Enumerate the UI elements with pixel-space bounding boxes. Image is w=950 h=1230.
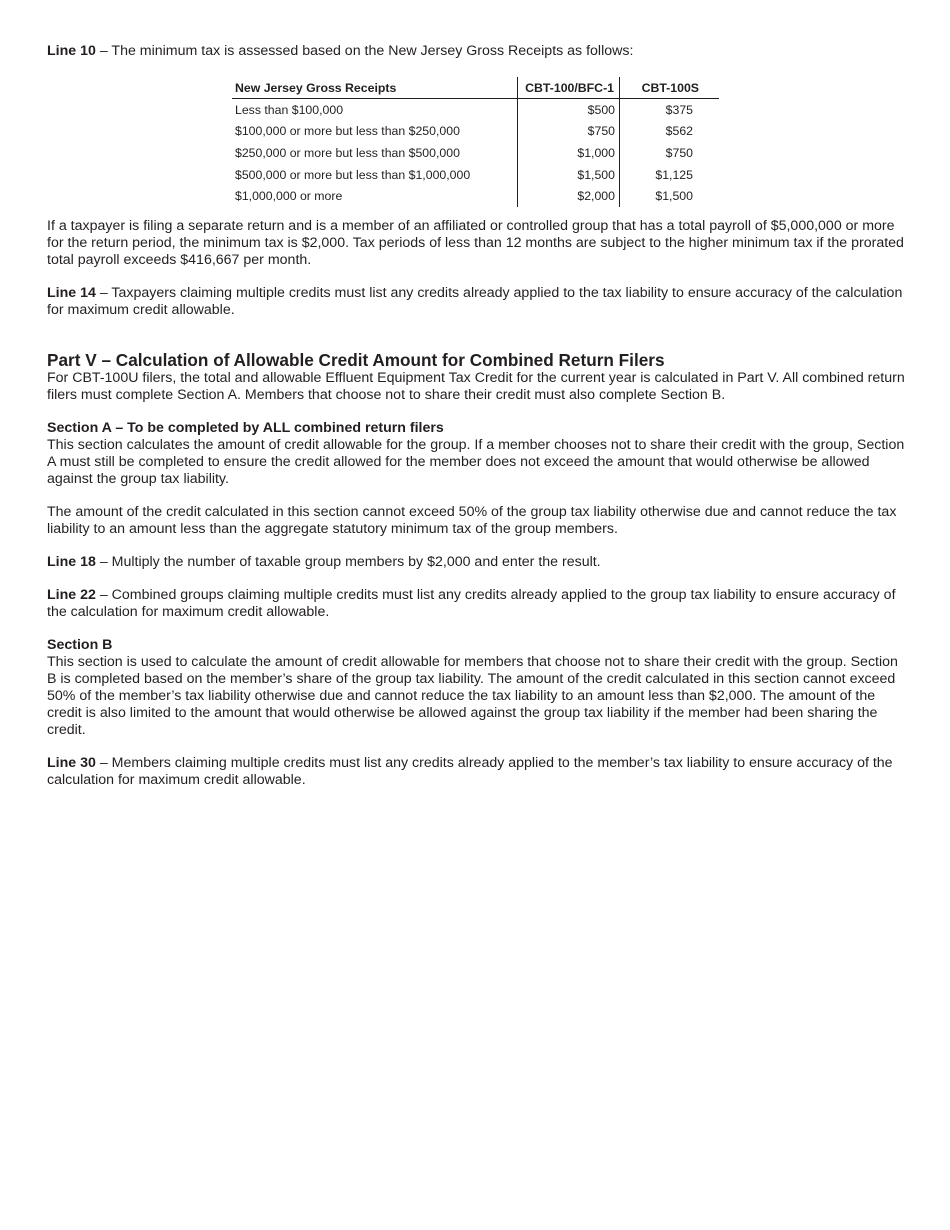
section-b-heading: Section B [47, 636, 113, 653]
part5-heading: Part V – Calculation of Allowable Credit Amount for Combined Return Filers [47, 349, 665, 370]
header-gross-receipts: New Jersey Gross Receipts [232, 77, 518, 99]
gross-receipts-table [232, 77, 719, 207]
table-row [232, 121, 719, 143]
cell-receipts-range: $500,000 or more but less than $1,000,000 [235, 167, 471, 182]
cell-cbt100-tax: $1,000 [518, 142, 620, 164]
cell-cbt100-tax: $2,000 [518, 185, 620, 207]
cell-cbt100-tax: $1,500 [518, 164, 620, 186]
line30-text: – Members claiming multiple credits must list any credits already applied to the member’s tax liability to ensure accuracy of the calculation for maximum credit allowable. [47, 754, 893, 788]
cell-cbt100s-tax: $375 [620, 99, 720, 121]
line22-paragraph [47, 587, 905, 621]
document-page [47, 43, 905, 789]
cell-cbt100-tax: $500 [518, 99, 620, 121]
line30-paragraph [47, 755, 905, 789]
table-row [232, 164, 719, 186]
separate-return-paragraph: If a taxpayer is filing a separate return and is a member of an affiliated or controlled group that has a total payroll of $5,000,000 or more for the return period, the minimum tax is $2,000. Tax periods of less than 12 months are subject to the higher minimum tax if the prorated total payroll exceeds $416,667 per month. [47, 217, 904, 268]
header-cbt100s: CBT-100S [620, 77, 720, 99]
section-a-limit-paragraph: The amount of the credit calculated in this section cannot exceed 50% of the group tax liability otherwise due and cannot reduce the tax liability to an amount less than the aggregate statutory minimum tax of the group members. [47, 503, 897, 537]
line10-label: Line 10 [47, 43, 96, 59]
cell-cbt100s-tax: $1,125 [620, 164, 720, 186]
section-a-paragraph: This section calculates the amount of credit allowable for the group. If a member chooses not to share their credit with the group, Section A must still be completed to ensure the credit allowed for the member does not exceed the amount that would otherwise be allowed against the group tax liability. [47, 436, 905, 487]
cell-receipts-range: Less than $100,000 [235, 102, 344, 117]
cell-cbt100s-tax: $1,500 [620, 185, 720, 207]
section-b-paragraph: This section is used to calculate the amount of credit allowable for members that choose not to share their credit with the group. Section B is completed based on the member’s share of the group tax liability. The amount of the credit calculated in this section cannot exceed 50% of the member’s tax liability otherwise due and cannot reduce the tax liability to an amount less than $2,000. The amount of the credit is also limited to the amount that would otherwise be allowed against the group tax liability if the member had been sharing the credit. [47, 653, 898, 738]
cell-receipts-range: $100,000 or more but less than $250,000 [235, 124, 460, 139]
line30-label: Line 30 [47, 754, 96, 771]
table-row [232, 99, 719, 121]
line14-label: Line 14 [47, 284, 96, 301]
line18-label: Line 18 [47, 553, 96, 570]
line18-paragraph [47, 554, 905, 571]
header-cbt100-bfc1: CBT-100/BFC-1 [518, 77, 620, 99]
cell-cbt100s-tax: $562 [620, 121, 720, 143]
line18-text: – Multiply the number of taxable group members by $2,000 and enter the result. [95, 553, 601, 570]
cell-receipts-range: $1,000,000 or more [235, 189, 343, 204]
table-header-row [232, 77, 719, 99]
line22-label: Line 22 [47, 586, 96, 603]
cell-cbt100-tax: $750 [518, 121, 620, 143]
table-row [232, 185, 719, 207]
line14-paragraph [47, 285, 905, 319]
line10-paragraph [47, 43, 905, 60]
section-a-heading: Section A – To be completed by ALL combined return filers [47, 419, 444, 436]
cell-receipts-range: $250,000 or more but less than $500,000 [235, 145, 460, 160]
line14-text: – Taxpayers claiming multiple credits must list any credits already applied to the tax liability to ensure accuracy of the calculation for maximum credit allowable. [47, 284, 903, 318]
line10-text: – The minimum tax is assessed based on the New Jersey Gross Receipts as follows: [95, 43, 634, 59]
part5-intro-paragraph: For CBT-100U filers, the total and allowable Effluent Equipment Tax Credit for the current year is calculated in Part V. All combined return filers must complete Section A. Members that choose not to share their credit must also complete Section B. [47, 369, 905, 403]
table-row [232, 142, 719, 164]
cell-cbt100s-tax: $750 [620, 142, 720, 164]
line22-text: – Combined groups claiming multiple credits must list any credits already applied to the group tax liability to ensure accuracy of the calculation for maximum credit allowable. [47, 586, 896, 620]
